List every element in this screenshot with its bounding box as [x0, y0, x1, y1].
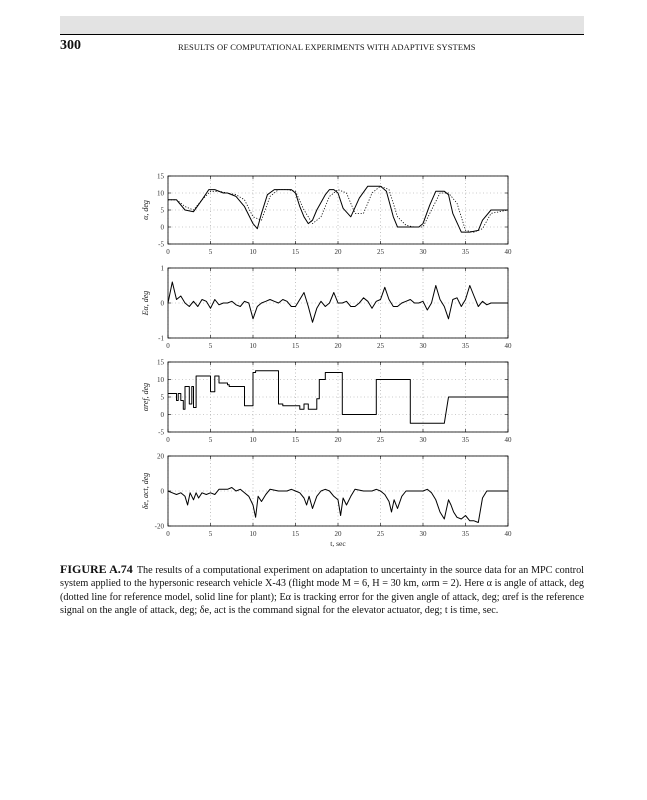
x-tick-label: 35 [462, 342, 469, 350]
x-tick-label: 35 [462, 530, 469, 538]
x-tick-label: 5 [208, 436, 213, 444]
x-tick-label: 20 [334, 530, 342, 538]
y-tick-label: 20 [157, 452, 164, 461]
x-tick-label: 15 [292, 436, 299, 444]
x-axis-label: t, sec [330, 539, 346, 548]
x-tick-label: 30 [419, 248, 427, 256]
x-tick-label: 30 [419, 530, 427, 538]
y-axis-label: αref, deg [141, 382, 150, 412]
x-tick-label: 20 [334, 248, 342, 256]
y-tick-label: 0 [160, 299, 164, 308]
page-number: 300 [60, 38, 81, 53]
x-tick-label: 20 [334, 436, 342, 444]
x-tick-label: 20 [334, 342, 342, 350]
y-axis-label: δe, act, deg [141, 472, 150, 510]
y-tick-label: 1 [160, 264, 164, 273]
y-tick-label: 15 [157, 358, 164, 367]
x-tick-label: 5 [208, 530, 213, 538]
x-tick-label: 35 [462, 248, 469, 256]
x-tick-label: 40 [504, 248, 512, 256]
x-tick-label: 40 [504, 342, 512, 350]
x-tick-label: 10 [249, 342, 257, 350]
x-tick-label: 15 [292, 248, 299, 256]
x-tick-label: 25 [377, 436, 384, 444]
y-tick-label: 10 [157, 376, 164, 384]
x-tick-label: 10 [249, 436, 257, 444]
running-head: RESULTS OF COMPUTATIONAL EXPERIMENTS WITH ADAPTIVE SYSTEMS [178, 42, 476, 52]
x-tick-label: 10 [249, 248, 257, 256]
y-tick-label: -5 [158, 240, 164, 249]
y-tick-label: 10 [157, 189, 164, 198]
y-tick-label: 0 [160, 223, 164, 232]
x-tick-label: 0 [166, 342, 170, 350]
x-tick-label: 15 [292, 342, 299, 350]
x-tick-label: 0 [166, 530, 170, 538]
y-tick-label: 0 [160, 411, 164, 419]
x-tick-label: 25 [377, 248, 384, 256]
x-tick-label: 15 [292, 530, 299, 538]
x-tick-label: 40 [504, 436, 512, 444]
y-tick-label: -1 [158, 334, 164, 343]
figure-caption [60, 563, 584, 618]
x-tick-label: 30 [419, 436, 427, 444]
y-tick-label: 15 [157, 172, 164, 181]
x-tick-label: 0 [166, 436, 170, 444]
series-line [168, 282, 508, 322]
caption-label: FIGURE A.74 [60, 562, 133, 576]
x-tick-label: 5 [208, 248, 213, 256]
x-tick-label: 25 [377, 342, 384, 350]
x-tick-label: 30 [419, 342, 427, 350]
y-tick-label: -20 [154, 522, 164, 531]
y-tick-label: 5 [160, 393, 164, 402]
x-tick-label: 0 [166, 248, 170, 256]
y-tick-label: 0 [160, 487, 164, 496]
x-tick-label: 35 [462, 436, 469, 444]
x-tick-label: 5 [208, 342, 213, 350]
panel-frame [168, 176, 508, 244]
x-tick-label: 10 [249, 530, 257, 538]
y-axis-label: Eα, deg [141, 290, 150, 316]
y-tick-label: -5 [158, 428, 164, 437]
caption-text: The results of a computational experiment on adaptation to uncertainty in the source data for an MPC control system applied to the hypersonic research vehicle X-43 (flight mode M = 6, H = 30 km, ωrm = 2). Here α is angle of attack, deg (dotted line for reference model, solid line for plant); Eα is tracking error for the given angle of attack, deg; αref is the reference signal on the angle of attack, deg; δe, act is the command signal for the elevator actuator, deg; t is time, sec. [60, 565, 584, 617]
y-tick-label: 5 [160, 206, 164, 215]
x-tick-label: 25 [377, 530, 384, 538]
x-tick-label: 40 [504, 530, 512, 538]
y-axis-label: α, deg [141, 200, 150, 220]
